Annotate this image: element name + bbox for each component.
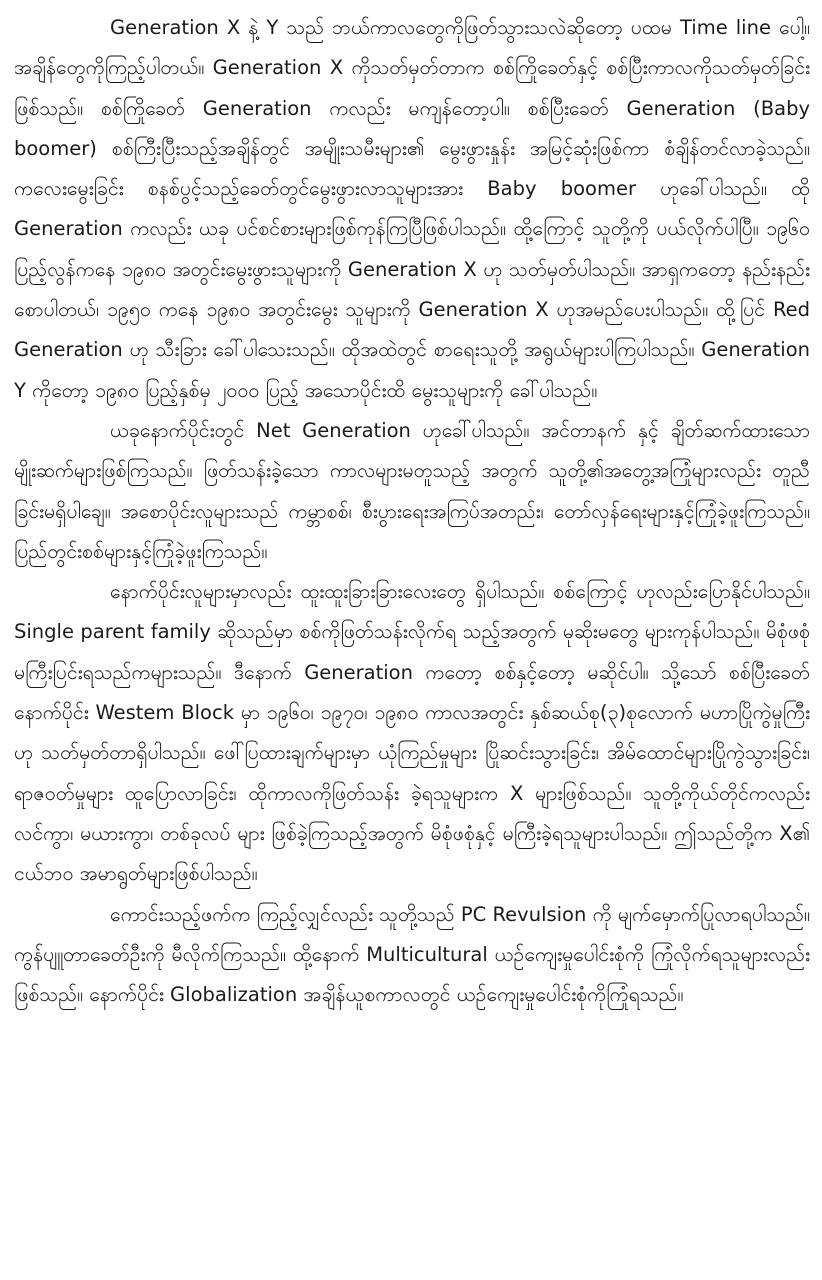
paragraph-generation-timeline: Generation X နဲ့ Y သည် ဘယ်ကာလတွေကိုဖြတ်သွားသလဲဆိုတော့ ပထမ Time line ပေါ့။ အချိန်တွေကိုကြည့်ပါတယ်။ Generation X ကိုသတ်မှတ်တာက စစ်ကြိုခေတ်နှင့် စစ်ပြီးကာလကိုသတ်မှတ်ခြင်းဖြစ်သည်။ စစ်ကြိုခေတ် Generation ကလည်း မကျန်တော့ပါ။ စစ်ပြီးခေတ် Generation (Baby boomer) စစ်ကြီးပြီးသည့်အချိန်တွင် အမျိုးသမီးများ၏ မွေးဖွားနှုန်း အမြင့်ဆုံးဖြစ်ကာ စံချိန်တင်လာခဲ့သည်။ ကလေးမွေးခြင်း စနစ်ပွင့်သည့်ခေတ်တွင်မွေးဖွားလာသူများအား Baby boomer ဟုခေါ်ပါသည်။ ထို Generation ကလည်း ယခု ပင်စင်စားများဖြစ်ကုန်ကြပြီဖြစ်ပါသည်။ ထို့ကြောင့် သူတို့ကို ပယ်လိုက်ပါပြီ။ ၁၉၆၀ ပြည့်လွန်ကနေ ၁၉၈၀ အတွင်းမွေးဖွားသူများကို Generation X ဟု သတ်မှတ်ပါသည်။ အာရှကတော့ နည်းနည်းစောပါတယ်၊ ၁၉၅၀ ကနေ ၁၉၈၀ အတွင်းမွေး သူများကို Generation X ဟုအမည်ပေးပါသည်။ ထို့ပြင် Red Generation ဟု သီးခြား ခေါ်ပါသေးသည်။ ထိုအထဲတွင် စာရေးသူတို့ အရွယ်များပါကြပါသည်။ Generation Y ကိုတော့ ၁၉၈၀ ပြည့်နှစ်မှ ၂၀၀၀ ပြည့် အသောပိုင်းထိ မွေးသူများကို ခေါ်ပါသည်။ <box>14 16 810 402</box>
document-page <box>14 8 810 1015</box>
paragraph-later-generation: နောက်ပိုင်းလူများမှာလည်း ထူးထူးခြားခြားလေးတွေ ရှိပါသည်။ စစ်ကြောင့် ဟုလည်းပြောနိုင်ပါသည်။ Single parent family ဆိုသည်မှာ စစ်ကိုဖြတ်သန်းလိုက်ရ သည့်အတွက် မုဆိုးမတွေ များကုန်ပါသည်။ မိစုံဖစုံ မကြီးပြင်းရသည်ကများသည်။ ဒီနောက် Generation ကတော့ စစ်နှင့်တော့ မဆိုင်ပါ။ သို့သော် စစ်ပြီးခေတ်နောက်ပိုင်း Westem Block မှာ ၁၉၆၀၊ ၁၉၇၀၊ ၁၉၈၀ ကာလအတွင်း နှစ်ဆယ်စု(၃)စုလောက် မဟာပြိုကွဲမှုကြီး ဟု သတ်မှတ်တာရှိပါသည်။ ဖေါ်ပြထားချက်များမှာ ယုံကြည်မှုများ ပြိုဆင်းသွားခြင်း၊ အိမ်ထောင်များပြိုကွဲသွားခြင်း၊ ရာဇဝတ်မှုများ ထူပြောလာခြင်း၊ ထိုကာလကိုဖြတ်သန်း ခဲ့ရသူများက X များဖြစ်သည်။ သူတို့ကိုယ်တိုင်ကလည်း လင်ကွာ၊ မယားကွာ၊ တစ်ခုလပ် များ ဖြစ်ခဲ့ကြသည့်အတွက် မိစုံဖစုံနှင့် မကြီးခဲ့ရသူများပါသည်။ ဤသည်တို့က X၏ ငယ်ဘဝ အမာရွတ်များဖြစ်ပါသည်။ <box>14 580 810 886</box>
paragraph-net-generation: ယခုနောက်ပိုင်းတွင် Net Generation ဟုခေါ်ပါသည်။ အင်တာနက် နှင့် ချိတ်ဆက်ထားသောမျိုးဆက်များဖြစ်ကြသည်။ ဖြတ်သန်းခဲ့သော ကာလများမတူသည့် အတွက် သူတို့၏အတွေ့အကြုံများလည်း တူညီခြင်းမရှိပါချေ။ အစောပိုင်းလူများသည် ကမ္ဘာစစ်၊ စီးပွားရေးအကြပ်အတည်း၊ တော်လှန်ရေးများနှင့်ကြုံခဲ့ဖူးကြသည်။ ပြည်တွင်းစစ်များနှင့်ကြုံခဲ့ဖူးကြသည်။ <box>14 418 810 563</box>
paragraph-pc-revulsion: ကောင်းသည့်ဖက်က ကြည့်လျှင်လည်း သူတို့သည် PC Revulsion ကို မျက်မှောက်ပြုလာရပါသည်။ ကွန်ပျူတာခေတ်ဦးကို မီလိုက်ကြသည်။ ထို့နောက် Multicultural ယဉ်ကျေးမှုပေါင်းစုံကို ကြုံလိုက်ရသူများလည်းဖြစ်သည်။ နောက်ပိုင်း Globalization အချိန်ယူစကာလတွင် ယဉ်ကျေးမှုပေါင်းစုံကိုကြုံရသည်။ <box>14 902 810 1007</box>
